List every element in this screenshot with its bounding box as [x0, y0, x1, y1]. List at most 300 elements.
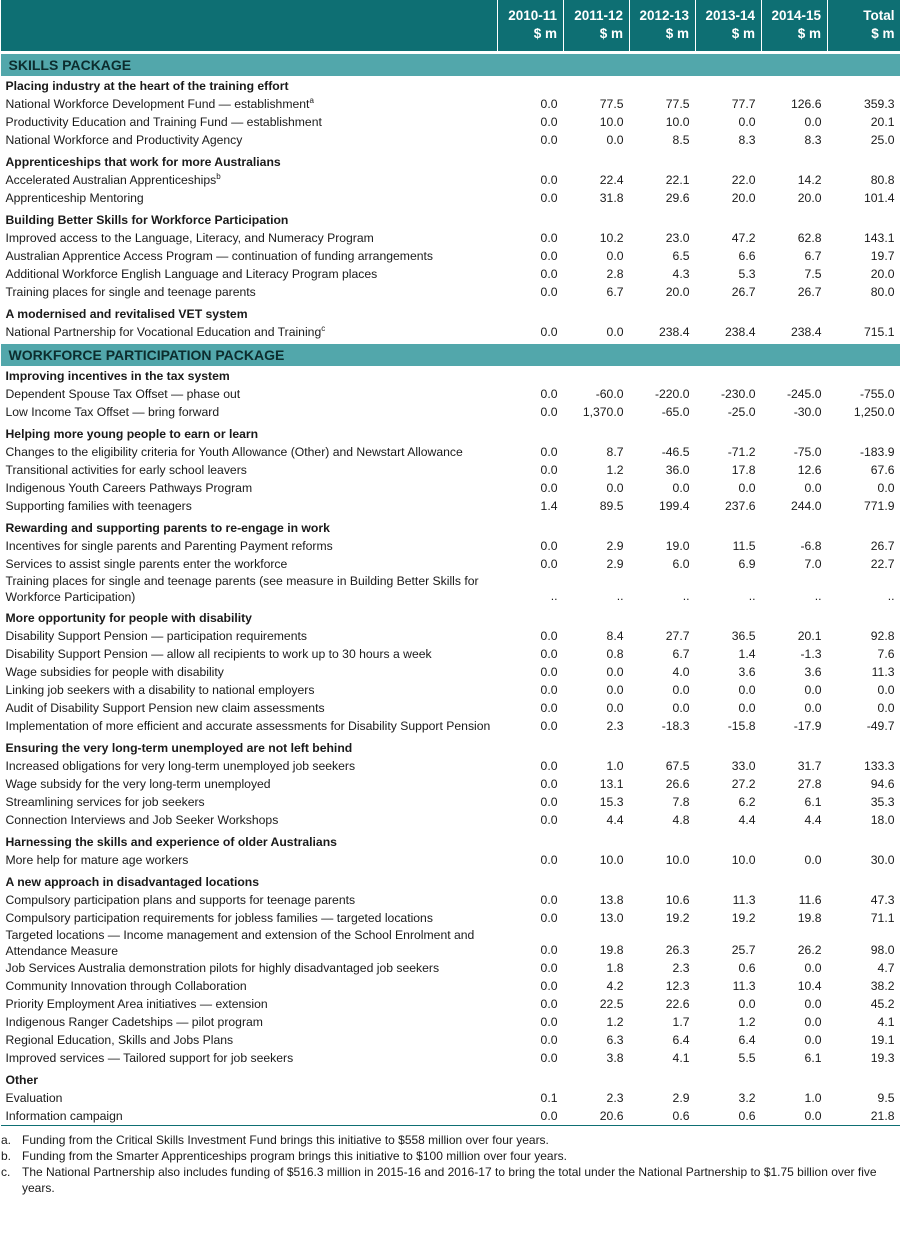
- row-value: 2.3: [672, 961, 690, 975]
- row-value: 0.0: [606, 481, 624, 495]
- row-value: 0.0: [738, 997, 756, 1011]
- row-value: 715.1: [864, 325, 895, 339]
- row-value: 10.0: [665, 115, 690, 129]
- row-value: 89.5: [599, 499, 624, 513]
- row-value: 0.0: [606, 325, 624, 339]
- row-value: 0.6: [672, 1109, 690, 1123]
- row-label-text: Services to assist single parents enter the workforce: [5, 557, 288, 571]
- table-row: [1, 1049, 900, 1067]
- row-value: 0.0: [738, 481, 756, 495]
- row-label-text-cont: Attendance Measure: [5, 944, 118, 958]
- row-value: 6.1: [804, 795, 822, 809]
- table-row: [1, 775, 900, 793]
- row-label: [1, 573, 498, 605]
- col-unit: $ m: [564, 25, 630, 53]
- row-value: 0.0: [804, 683, 822, 697]
- row-value: 29.6: [665, 191, 690, 205]
- row-label: [1, 757, 498, 775]
- table-row: [1, 995, 900, 1013]
- table-row: [1, 555, 900, 573]
- row-value: -60.0: [595, 387, 624, 401]
- row-value: 0.0: [540, 795, 558, 809]
- row-value: 15.3: [599, 795, 624, 809]
- group-header-row: [1, 207, 900, 229]
- table-row: [1, 645, 900, 663]
- row-value: 3.6: [738, 665, 756, 679]
- row-value: 4.4: [804, 813, 822, 827]
- row-label: [1, 1031, 498, 1049]
- row-value: 67.6: [870, 463, 895, 477]
- row-value: 0.0: [540, 719, 558, 733]
- row-value: 13.0: [599, 911, 624, 925]
- row-value: 22.6: [665, 997, 690, 1011]
- row-value: 4.1: [877, 1015, 895, 1029]
- row-label-text: Linking job seekers with a disability to national employers: [5, 683, 315, 697]
- row-value: 237.6: [725, 499, 756, 513]
- row-value: 20.1: [797, 629, 822, 643]
- row-value: 33.0: [731, 759, 756, 773]
- row-value: 0.0: [540, 1033, 558, 1047]
- row-value: 0.0: [540, 173, 558, 187]
- row-value: 0.0: [540, 325, 558, 339]
- row-label: [1, 909, 498, 927]
- row-value: 22.4: [599, 173, 624, 187]
- row-label: [1, 95, 498, 113]
- footnote-marker: b: [216, 171, 221, 181]
- group-title: Improving incentives in the tax system: [5, 369, 230, 383]
- row-label-text: Additional Workforce English Language and Literacy Program places: [5, 267, 378, 281]
- row-label: [1, 927, 498, 959]
- row-value: 26.7: [731, 285, 756, 299]
- row-value: 13.8: [599, 893, 624, 907]
- row-value: 77.7: [731, 97, 756, 111]
- row-value: 6.6: [738, 249, 756, 263]
- footnote: [1, 1148, 900, 1164]
- row-value: ..: [616, 589, 624, 603]
- table-row: [1, 131, 900, 149]
- row-label-text: Evaluation: [5, 1091, 63, 1105]
- row-value: 10.6: [665, 893, 690, 907]
- table-row: [1, 909, 900, 927]
- row-value: 19.8: [797, 911, 822, 925]
- col-unit: $ m: [498, 25, 564, 53]
- row-value: 47.3: [870, 893, 895, 907]
- row-value: 238.4: [659, 325, 690, 339]
- row-value: 0.1: [540, 1091, 558, 1105]
- table-bottom-rule: [1, 1125, 900, 1126]
- row-label-text: National Partnership for Vocational Education and Training: [5, 325, 322, 339]
- row-label: [1, 995, 498, 1013]
- table-row: [1, 537, 900, 555]
- table-row: [1, 1089, 900, 1107]
- footnote-key: b.: [1, 1149, 12, 1163]
- table-row: [1, 323, 900, 343]
- row-value: 0.0: [540, 813, 558, 827]
- group-title: Other: [5, 1073, 39, 1087]
- header-blank: [1, 25, 498, 53]
- row-value: 11.3: [732, 893, 756, 907]
- row-value: 98.0: [870, 943, 895, 957]
- footnote: [1, 1132, 900, 1148]
- row-label-text: Indigenous Ranger Cadetships — pilot program: [5, 1015, 263, 1029]
- row-value: 36.0: [665, 463, 690, 477]
- row-value: 14.2: [797, 173, 822, 187]
- row-value: 0.0: [672, 683, 690, 697]
- table-row: [1, 461, 900, 479]
- row-label-text: Targeted locations — Income management and extension of the School Enrolment and: [5, 928, 475, 942]
- group-header-row: [1, 869, 900, 891]
- row-value: 8.4: [606, 629, 624, 643]
- row-value: -220.0: [654, 387, 690, 401]
- row-label-text: Improved services — Tailored support for job seekers: [5, 1051, 294, 1065]
- row-value: ..: [748, 589, 756, 603]
- row-value: 35.3: [870, 795, 895, 809]
- row-value: 45.2: [870, 997, 895, 1011]
- row-value: 10.0: [731, 853, 756, 867]
- table-row: [1, 265, 900, 283]
- table-row: [1, 229, 900, 247]
- row-value: 6.7: [606, 285, 624, 299]
- row-value: -71.2: [727, 445, 756, 459]
- row-value: 10.0: [599, 853, 624, 867]
- row-value: 19.2: [731, 911, 756, 925]
- row-value: 4.7: [877, 961, 895, 975]
- table-row: [1, 959, 900, 977]
- row-value: -25.0: [727, 405, 756, 419]
- row-value: 0.0: [540, 853, 558, 867]
- row-label-text: Job Services Australia demonstration pilots for highly disadvantaged job seekers: [5, 961, 440, 975]
- table-header: [1, 0, 900, 53]
- row-value: 27.2: [731, 777, 756, 791]
- row-label-text: Dependent Spouse Tax Offset — phase out: [5, 387, 241, 401]
- table-row: [1, 627, 900, 645]
- row-value: 10.0: [665, 853, 690, 867]
- row-value: 133.3: [864, 759, 895, 773]
- row-label: [1, 793, 498, 811]
- row-value: 0.0: [540, 481, 558, 495]
- row-value: ..: [887, 589, 895, 603]
- section-title: WORKFORCE PARTICIPATION PACKAGE: [1, 343, 900, 367]
- row-value: 0.0: [540, 979, 558, 993]
- footnote-key: c.: [1, 1165, 11, 1179]
- row-value: 0.0: [540, 665, 558, 679]
- table-row: [1, 1013, 900, 1031]
- row-value: 4.4: [606, 813, 624, 827]
- row-label-text: Streamlining services for job seekers: [5, 795, 205, 809]
- row-value: 0.0: [804, 1109, 822, 1123]
- row-value: 0.0: [804, 853, 822, 867]
- row-value: 101.4: [864, 191, 895, 205]
- table-row: [1, 793, 900, 811]
- row-value: 27.8: [797, 777, 822, 791]
- row-value: 22.5: [599, 997, 624, 1011]
- table-row: [1, 811, 900, 829]
- row-value: 6.3: [606, 1033, 624, 1047]
- table-row: [1, 443, 900, 461]
- row-value: 7.0: [804, 557, 822, 571]
- row-value: 0.0: [606, 683, 624, 697]
- row-label: [1, 1107, 498, 1125]
- row-label: [1, 131, 498, 149]
- row-value: 20.6: [599, 1109, 624, 1123]
- row-value: 71.1: [870, 911, 895, 925]
- row-label-text: Wage subsidies for people with disability: [5, 665, 224, 679]
- row-value: 20.0: [870, 267, 895, 281]
- row-label-text: Information campaign: [5, 1109, 123, 1123]
- group-header-row: [1, 149, 900, 171]
- col-unit: $ m: [630, 25, 696, 53]
- row-label-text: Low Income Tax Offset — bring forward: [5, 405, 220, 419]
- row-value: 0.0: [540, 701, 558, 715]
- row-value: 0.0: [606, 249, 624, 263]
- row-value: 25.0: [870, 133, 895, 147]
- row-label-text: Improved access to the Language, Literacy, and Numeracy Program: [5, 231, 374, 245]
- row-value: 11.6: [798, 893, 822, 907]
- col-year-2014-15: 2014-15: [762, 0, 828, 25]
- table-row: [1, 283, 900, 301]
- footnote: [1, 1164, 900, 1196]
- row-label-text-cont: Workforce Participation): [5, 590, 136, 604]
- row-label: [1, 403, 498, 421]
- rule-cell: [1, 1125, 900, 1126]
- row-value: 0.0: [540, 463, 558, 477]
- row-value: 2.9: [606, 557, 624, 571]
- table-body: [1, 53, 900, 1126]
- row-value: 8.7: [606, 445, 624, 459]
- row-value: 80.0: [870, 285, 895, 299]
- row-value: 8.3: [804, 133, 822, 147]
- row-value: 0.0: [804, 997, 822, 1011]
- row-value: 3.2: [738, 1091, 756, 1105]
- row-value: 7.8: [672, 795, 690, 809]
- group-header-row: [1, 301, 900, 323]
- row-label: [1, 189, 498, 207]
- row-value: ..: [550, 589, 558, 603]
- row-value: 0.0: [540, 191, 558, 205]
- row-value: 0.0: [540, 285, 558, 299]
- row-value: 92.8: [870, 629, 895, 643]
- row-value: 2.3: [606, 1091, 624, 1105]
- row-value: 4.4: [738, 813, 756, 827]
- row-value: 17.8: [731, 463, 756, 477]
- row-value: 126.6: [791, 97, 822, 111]
- row-value: 0.0: [540, 943, 558, 957]
- row-value: -230.0: [720, 387, 756, 401]
- row-value: 0.0: [540, 1109, 558, 1123]
- row-label-text: Wage subsidy for the very long-term unemployed: [5, 777, 271, 791]
- row-value: 6.0: [672, 557, 690, 571]
- row-value: 0.0: [606, 665, 624, 679]
- row-value: 12.6: [797, 463, 822, 477]
- row-value: 1.2: [606, 1015, 624, 1029]
- col-year-2012-13: 2012-13: [630, 0, 696, 25]
- footnote-text: Funding from the Critical Skills Investment Fund brings this initiative to $558 million over four years.: [22, 1133, 549, 1147]
- row-value: 77.5: [599, 97, 624, 111]
- row-value: 20.1: [870, 115, 895, 129]
- row-value: 20.0: [731, 191, 756, 205]
- row-value: 4.3: [672, 267, 690, 281]
- row-value: 67.5: [665, 759, 690, 773]
- row-label: [1, 385, 498, 403]
- row-value: -183.9: [859, 445, 895, 459]
- row-value: 0.0: [540, 231, 558, 245]
- row-label: [1, 555, 498, 573]
- row-value: 238.4: [791, 325, 822, 339]
- row-value: -755.0: [859, 387, 895, 401]
- row-label: [1, 479, 498, 497]
- group-title: More opportunity for people with disability: [5, 611, 252, 625]
- row-value: 0.0: [540, 759, 558, 773]
- row-value: 47.2: [731, 231, 756, 245]
- col-unit: $ m: [696, 25, 762, 53]
- row-label-text: Australian Apprentice Access Program — continuation of funding arrangements: [5, 249, 433, 263]
- row-value: 0.0: [540, 405, 558, 419]
- row-label: [1, 681, 498, 699]
- row-value: 0.0: [540, 1051, 558, 1065]
- row-value: -15.8: [727, 719, 756, 733]
- row-value: 31.8: [599, 191, 624, 205]
- row-label-text: More help for mature age workers: [5, 853, 189, 867]
- row-label: [1, 461, 498, 479]
- row-value: 0.8: [606, 647, 624, 661]
- table-row: [1, 403, 900, 421]
- row-value: 0.0: [540, 387, 558, 401]
- row-value: 0.0: [540, 539, 558, 553]
- row-value: -6.8: [800, 539, 822, 553]
- row-label-text: Incentives for single parents and Parenting Payment reforms: [5, 539, 333, 553]
- row-value: 1,250.0: [853, 405, 895, 419]
- row-value: 771.9: [864, 499, 895, 513]
- row-value: 0.0: [540, 911, 558, 925]
- row-value: 11.3: [732, 979, 756, 993]
- table-row: [1, 497, 900, 515]
- row-label: [1, 851, 498, 869]
- group-header-row: [1, 1067, 900, 1089]
- col-total: Total: [828, 0, 900, 25]
- row-value: 6.4: [672, 1033, 690, 1047]
- table-row: [1, 1107, 900, 1125]
- footnote-text: Funding from the Smarter Apprenticeships program brings this initiative to $100 million over four years.: [22, 1149, 567, 1163]
- row-value: 0.0: [540, 777, 558, 791]
- row-label-text: Disability Support Pension — allow all recipients to work up to 30 hours a week: [5, 647, 432, 661]
- row-value: 0.0: [877, 683, 895, 697]
- row-value: 1,370.0: [582, 405, 624, 419]
- row-value: 0.0: [804, 1015, 822, 1029]
- col-unit: $ m: [828, 25, 900, 53]
- row-value: 1.0: [804, 1091, 822, 1105]
- row-value: -30.0: [793, 405, 822, 419]
- row-value: 9.5: [877, 1091, 895, 1105]
- row-value: 0.0: [877, 481, 895, 495]
- row-label: [1, 537, 498, 555]
- table-row: [1, 927, 900, 959]
- row-label: [1, 977, 498, 995]
- row-value: -46.5: [661, 445, 690, 459]
- table-row: [1, 1031, 900, 1049]
- row-label: [1, 663, 498, 681]
- row-label-text: Regional Education, Skills and Jobs Plans: [5, 1033, 234, 1047]
- row-value: 238.4: [725, 325, 756, 339]
- group-title: A modernised and revitalised VET system: [5, 307, 248, 321]
- table-row: [1, 851, 900, 869]
- row-value: 6.9: [738, 557, 756, 571]
- row-value: ..: [814, 589, 822, 603]
- row-value: 0.0: [540, 647, 558, 661]
- row-value: 2.8: [606, 267, 624, 281]
- row-value: 10.2: [599, 231, 624, 245]
- row-value: 6.4: [738, 1033, 756, 1047]
- row-label: [1, 443, 498, 461]
- row-label: [1, 265, 498, 283]
- row-label-text: Implementation of more efficient and accurate assessments for Disability Support Pension: [5, 719, 491, 733]
- row-value: 1.2: [738, 1015, 756, 1029]
- col-year-2011-12: 2011-12: [564, 0, 630, 25]
- row-value: -75.0: [793, 445, 822, 459]
- row-value: 3.8: [606, 1051, 624, 1065]
- section-header-row: [1, 53, 900, 77]
- row-value: 21.8: [870, 1109, 895, 1123]
- group-header-row: [1, 829, 900, 851]
- row-label: [1, 1013, 498, 1031]
- table-row: [1, 663, 900, 681]
- row-label-text: Changes to the eligibility criteria for Youth Allowance (Other) and Newstart Allowance: [5, 445, 463, 459]
- row-value: 0.0: [672, 481, 690, 495]
- row-value: 8.5: [672, 133, 690, 147]
- group-title: Placing industry at the heart of the training effort: [5, 79, 289, 93]
- row-value: 0.0: [540, 445, 558, 459]
- row-value: 27.7: [665, 629, 690, 643]
- table-row: [1, 891, 900, 909]
- row-value: 36.5: [731, 629, 756, 643]
- row-value: 143.1: [864, 231, 895, 245]
- row-value: 0.0: [540, 893, 558, 907]
- row-value: 0.0: [606, 701, 624, 715]
- col-unit: $ m: [762, 25, 828, 53]
- row-value: 19.3: [870, 1051, 895, 1065]
- row-value: ..: [682, 589, 690, 603]
- row-value: 22.0: [731, 173, 756, 187]
- row-value: 2.9: [672, 1091, 690, 1105]
- row-label: [1, 699, 498, 717]
- row-value: 23.0: [665, 231, 690, 245]
- row-value: 26.7: [797, 285, 822, 299]
- group-header-row: [1, 605, 900, 627]
- table-row: [1, 573, 900, 605]
- row-value: 3.6: [804, 665, 822, 679]
- row-label-text: Priority Employment Area initiatives — extension: [5, 997, 268, 1011]
- group-header-row: [1, 421, 900, 443]
- row-value: 1.2: [606, 463, 624, 477]
- row-value: 19.8: [599, 943, 624, 957]
- row-value: 0.0: [540, 1015, 558, 1029]
- row-label-text: Training places for single and teenage parents (see measure in Building Better Skills for: [5, 574, 479, 588]
- group-header-row: [1, 366, 900, 385]
- row-value: 20.0: [665, 285, 690, 299]
- row-value: 0.0: [606, 133, 624, 147]
- table-row: [1, 385, 900, 403]
- row-value: 0.0: [540, 249, 558, 263]
- row-label: [1, 497, 498, 515]
- table-row: [1, 717, 900, 735]
- table-row: [1, 479, 900, 497]
- row-label: [1, 891, 498, 909]
- row-label: [1, 645, 498, 663]
- row-label-text: Audit of Disability Support Pension new claim assessments: [5, 701, 325, 715]
- row-value: 0.0: [540, 629, 558, 643]
- col-year-2013-14: 2013-14: [696, 0, 762, 25]
- row-label: [1, 717, 498, 735]
- group-title: Building Better Skills for Workforce Participation: [5, 213, 289, 227]
